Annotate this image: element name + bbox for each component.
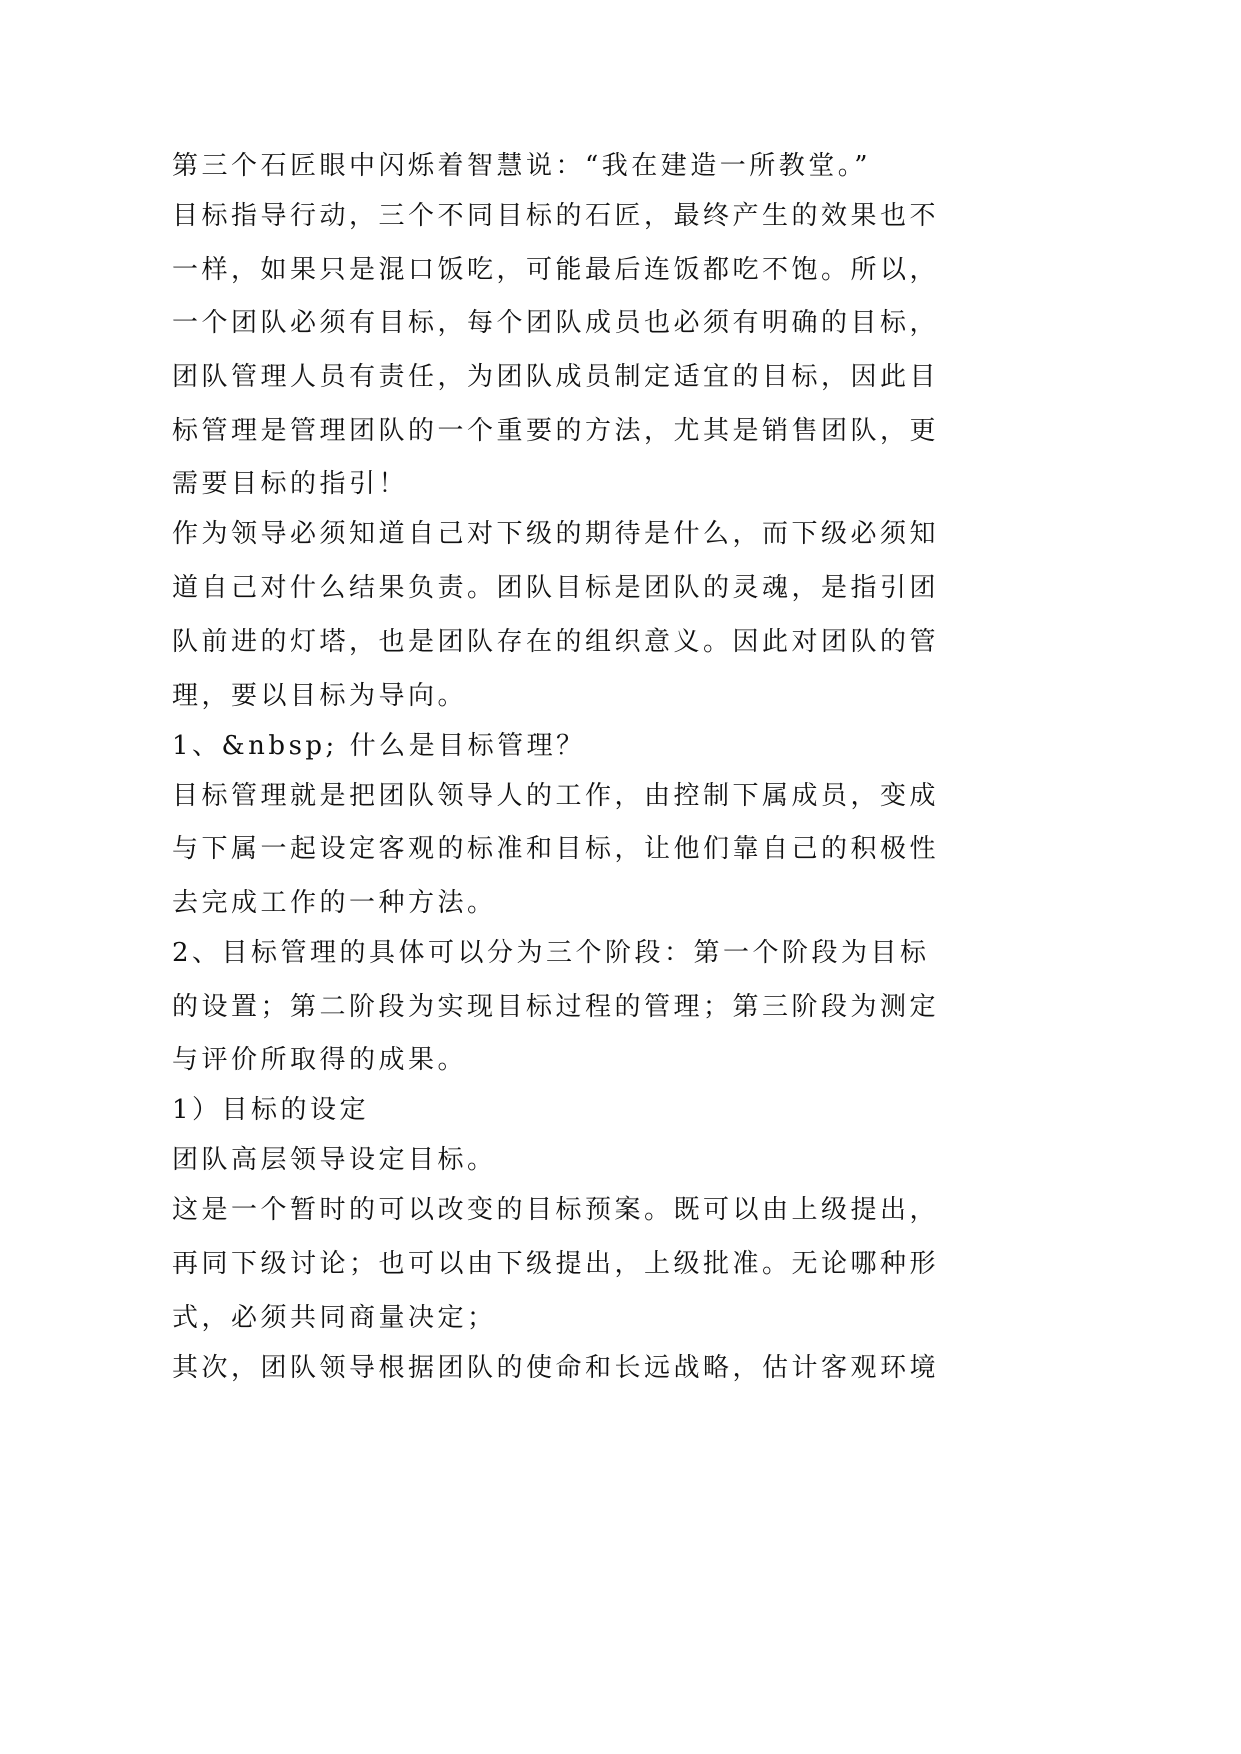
- text-line: 理，要以目标为导向。: [172, 680, 468, 711]
- text-line: 这是一个暂时的可以改变的目标预案。既可以由上级提出，: [172, 1195, 940, 1226]
- text-line: 式，必须共同商量决定；: [172, 1302, 497, 1333]
- text-line: 其次，团队领导根据团队的使命和长远战略，估计客观环境: [172, 1352, 940, 1383]
- text-line: 1、&nbsp; 什么是目标管理？: [172, 730, 586, 761]
- paragraph: [172, 190, 1072, 512]
- text-line: 需要目标的指引！: [172, 469, 409, 500]
- paragraph: [172, 1342, 1072, 1396]
- subsection-heading: [172, 1084, 1072, 1138]
- text-line: 一个团队必须有目标，每个团队成员也必须有明确的目标，: [172, 308, 940, 339]
- text-line: 团队高层领导设定目标。: [172, 1145, 497, 1176]
- text-line: 目标指导行动，三个不同目标的石匠，最终产生的效果也不: [172, 201, 940, 231]
- text-line: 作为领导必须知道自己对下级的期待是什么，而下级必须知: [172, 519, 940, 550]
- text-line: 一样，如果只是混口饭吃，可能最后连饭都吃不饱。所以，: [172, 254, 940, 285]
- document-body: [172, 140, 1072, 1395]
- paragraph: [172, 1184, 1072, 1345]
- text-line: 与下属一起设定客观的标准和目标，让他们靠自己的积极性: [172, 834, 940, 865]
- section-heading: [172, 720, 1072, 774]
- paragraph: [172, 1134, 1072, 1188]
- text-line: 1）目标的设定: [172, 1095, 370, 1126]
- text-line: 队前进的灯塔，也是团队存在的组织意义。因此对团队的管: [172, 626, 940, 657]
- text-line: 标管理是管理团队的一个重要的方法，尤其是销售团队，更: [172, 415, 940, 446]
- text-line: 去完成工作的一种方法。: [172, 887, 497, 918]
- paragraph: [172, 508, 1072, 723]
- text-line: 第三个石匠眼中闪烁着智慧说：“我在建造一所教堂。”: [172, 151, 872, 181]
- paragraph: [172, 770, 1072, 931]
- text-line: 目标管理就是把团队领导人的工作，由控制下属成员，变成: [172, 780, 940, 811]
- text-line: 2、目标管理的具体可以分为三个阶段：第一个阶段为目标: [172, 937, 930, 968]
- text-line: 与评价所取得的成果。: [172, 1045, 468, 1076]
- text-line: 团队管理人员有责任，为团队成员制定适宜的目标，因此目: [172, 362, 940, 393]
- text-line: 的设置；第二阶段为实现目标过程的管理；第三阶段为测定: [172, 991, 940, 1022]
- paragraph: [172, 140, 1072, 194]
- text-line: 道自己对什么结果负责。团队目标是团队的灵魂，是指引团: [172, 573, 940, 604]
- text-line: 再同下级讨论；也可以由下级提出，上级批准。无论哪种形: [172, 1248, 940, 1279]
- paragraph: [172, 927, 1072, 1088]
